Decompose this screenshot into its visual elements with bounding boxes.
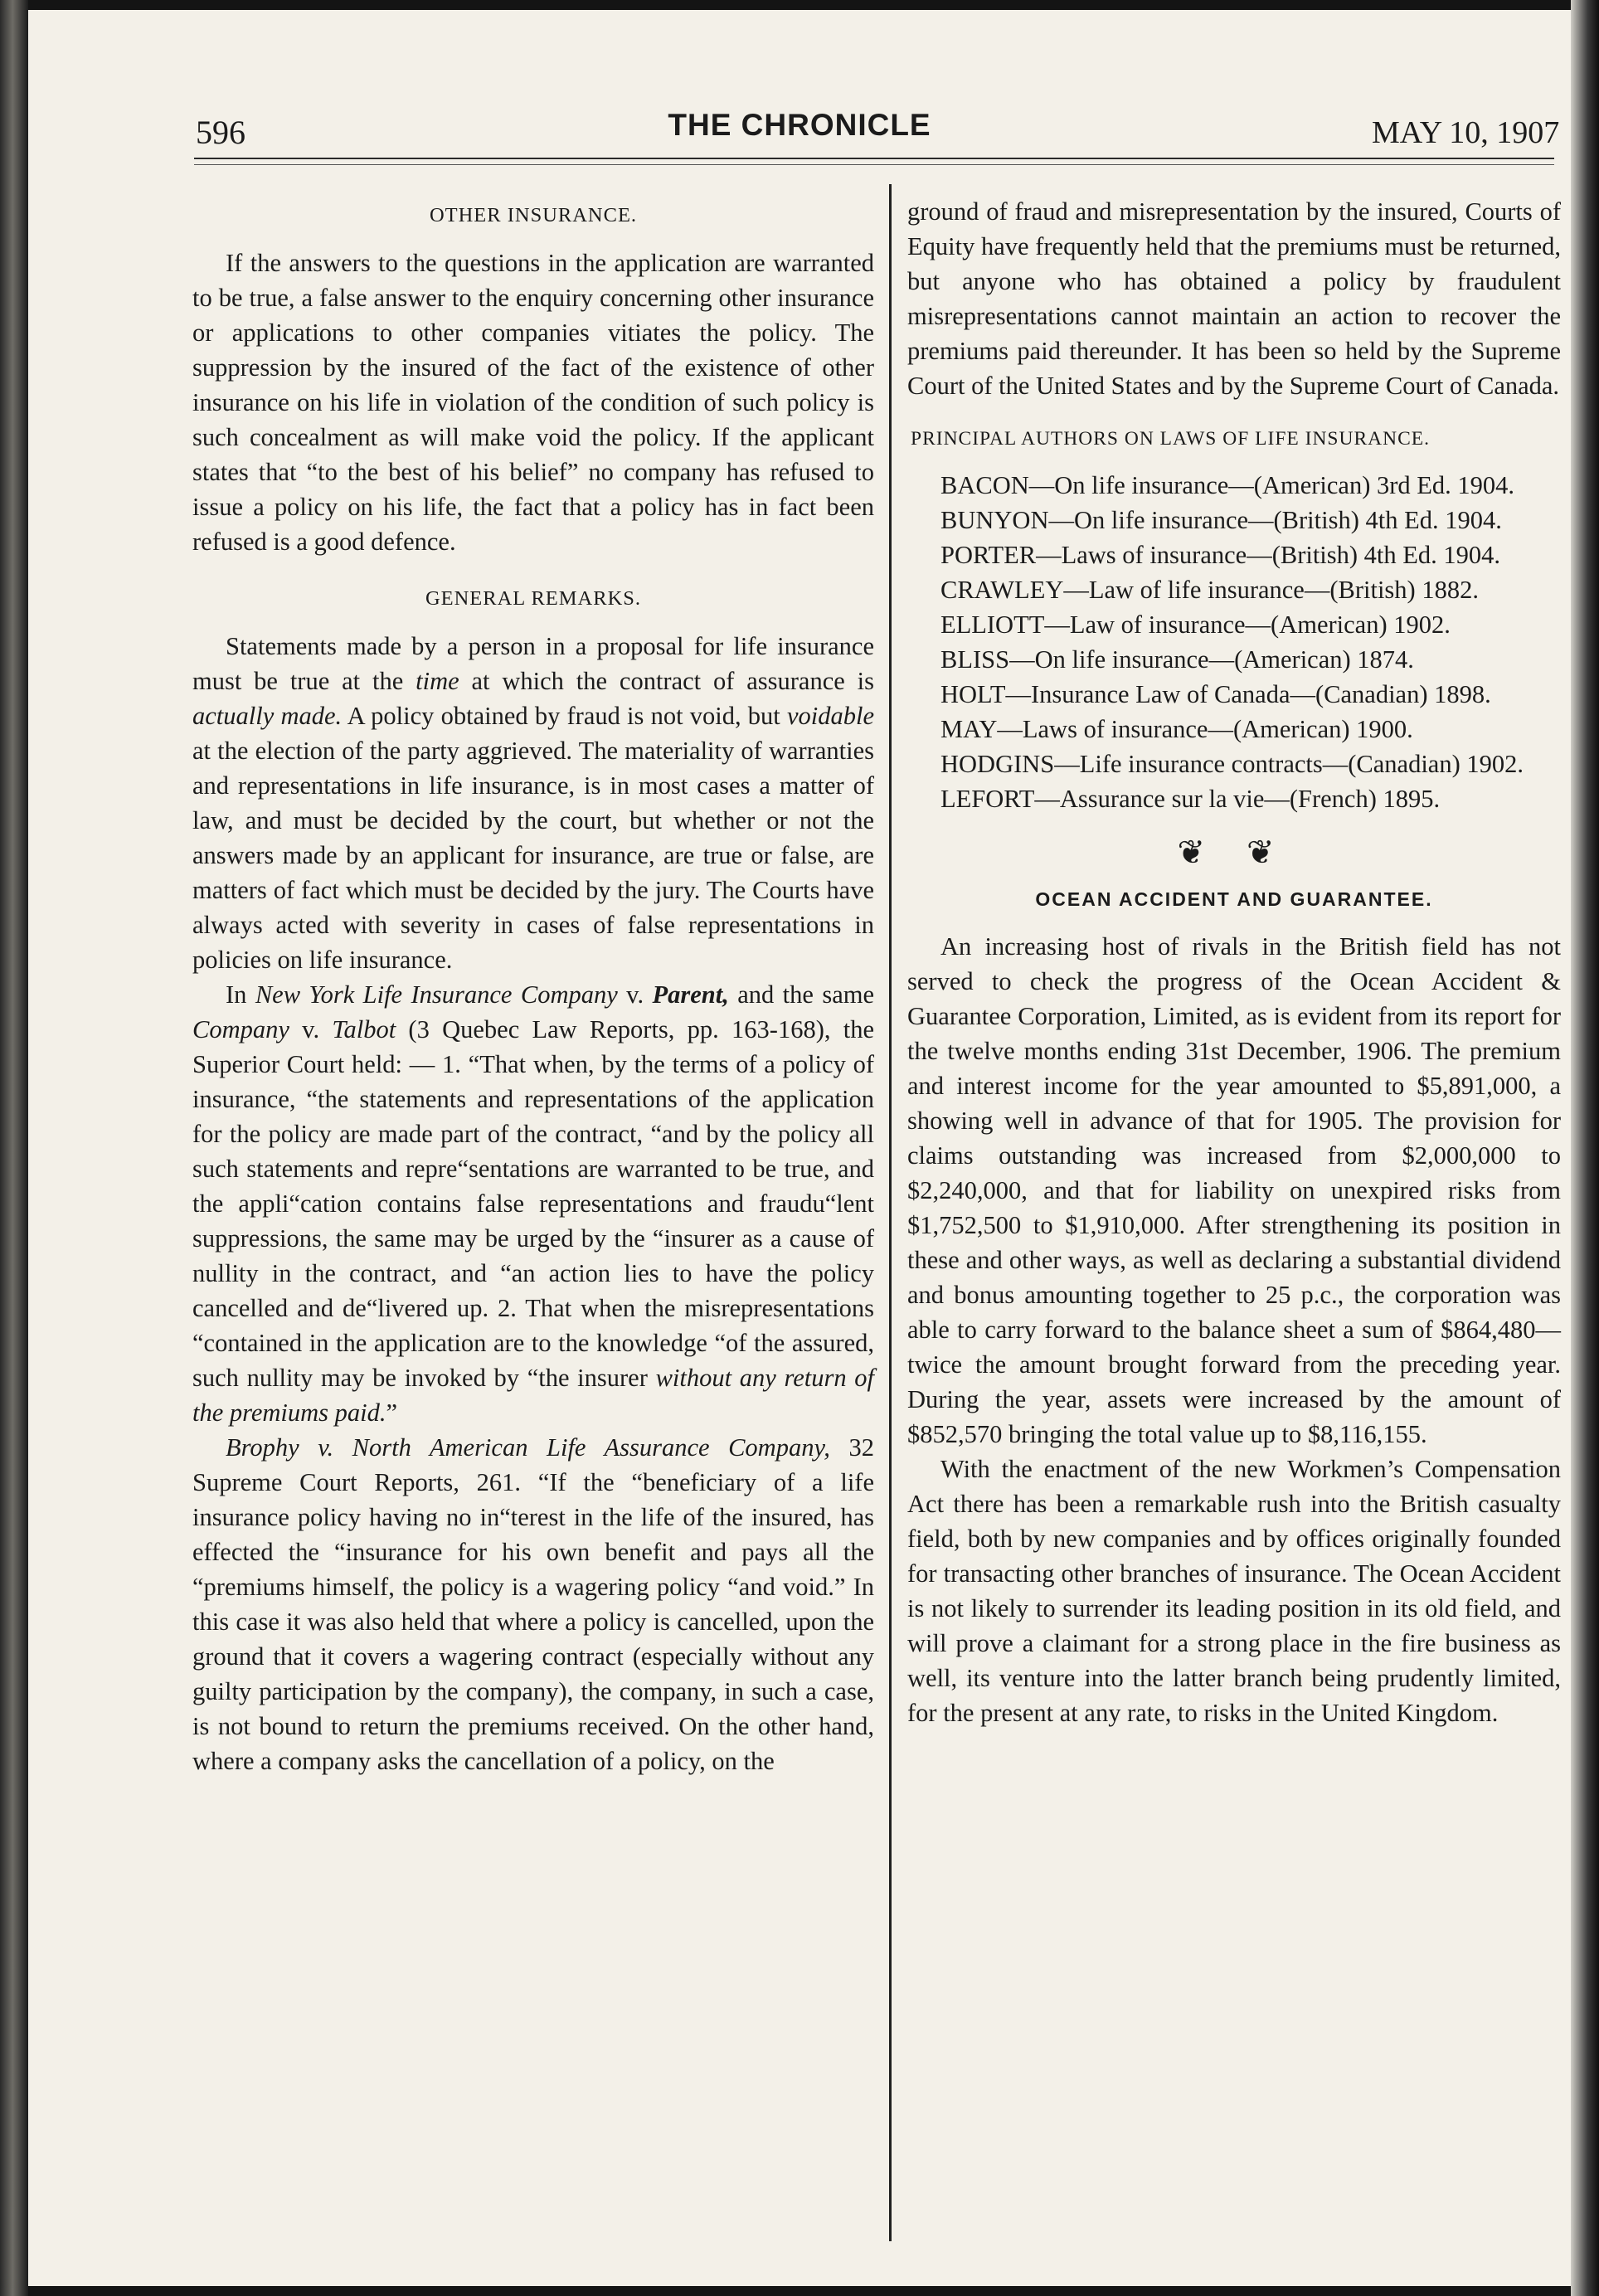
left-column [192,194,874,1778]
author-entry [940,572,1561,607]
author-entry [940,607,1561,642]
author-entry [940,712,1561,747]
fleuron-ornament: ❦ ❦ [1177,834,1291,871]
author-entry [940,642,1561,677]
newspaper-page [28,10,1571,2286]
scan-right-edge [1571,0,1599,2296]
header-rule-thin [194,164,1554,165]
author-work: —On life insurance—(American) 1874. [1009,645,1414,674]
author-work: —Laws of insurance—(American) 1900. [997,715,1413,743]
author-work: —Laws of insurance—(British) 4th Ed. 1904. [1036,541,1501,569]
masthead-title: THE CHRONICLE [668,108,931,142]
author-name: ELLIOTT [940,610,1045,639]
paragraph-general-remarks: Statements made by a person in a proposal for life insurance must be true at the time at which the contract of assurance is actually made. A policy obtained by fraud is not void, but voidable at the election of the party aggrieved. The materiality of warranties and representations in life insurance, is in most cases a matter of law, and must be decided by the court, but whether or not the answers made by an applicant for insurance, are true or false, are matters of fact which must be decided by the jury. The Courts have always acted with severity in cases of false representations in policies on life insurance. [192,632,875,974]
author-name: BLISS [940,645,1010,674]
heading-other-insurance: OTHER INSURANCE. [429,204,638,226]
author-entry [940,747,1561,781]
author-work: —Assurance sur la vie—(French) 1895. [1034,785,1441,813]
paragraph-continuation: ground of fraud and misrepresentation by the insured, Courts of Equity have frequently held that the premiums must be returned, but anyone who has obtained a policy by fraudulent misrepresentations cannot maintain an action to recover the premiums paid thereunder. It has been so held by the Supreme Court of the United States and by the Supreme Court of Canada. [907,197,1561,400]
header-rule [194,158,1554,159]
author-name: HOLT [940,680,1006,708]
page-number: 596 [196,114,245,151]
author-entry [940,781,1561,816]
author-entry [940,677,1561,712]
author-work: —Life insurance contracts—(Canadian) 1902. [1054,750,1524,778]
paragraph-other-insurance: If the answers to the questions in the application are warranted to be true, a false answer to the enquiry concerning other insurance or applications to other companies vitiates the policy. The suppression by the insured of the fact of the existence of other insurance on his life in violation of the condition of such policy is such concealment as will make void the policy. If the applicant states that “to the best of his belief” no company has refused to issue a policy on his life, the fact that a policy has in fact been refused is a good defence. [192,249,874,556]
author-work: —On life insurance—(British) 4th Ed. 1904. [1048,506,1502,534]
author-name: MAY [940,715,998,743]
author-name: PORTER [940,541,1037,569]
author-name: HODGINS [940,750,1055,778]
author-entry [940,468,1561,503]
heading-ocean-accident: OCEAN ACCIDENT AND GUARANTEE. [1035,888,1433,910]
column-divider [889,184,892,2241]
author-work: —Insurance Law of Canada—(Canadian) 1898. [1005,680,1491,708]
author-work: —Law of life insurance—(British) 1882. [1063,576,1479,604]
right-column [907,194,1561,1730]
issue-date: MAY 10, 1907 [1372,115,1560,150]
author-entry [940,538,1561,572]
heading-general-remarks: GENERAL REMARKS. [425,587,642,610]
paragraph-case-brophy: Brophy v. North American Life Assurance Company, 32 Supreme Court Reports, 261. “If the “beneficiary of a life insurance policy having no in“terest in the life of the insured, has effected the “insurance for his own benefit and pays all the “premiums himself, the policy is a wagering policy “and void.” In this case it was also held that where a policy is cancelled, upon the ground that it covers a wagering contract (especially without any guilty participation by the company), the company, in such a case, is not bound to return the premiums received. On the other hand, where a company asks the cancellation of a policy, on the [192,1433,874,1775]
author-work: —On life insurance—(American) 3rd Ed. 1904. [1028,471,1515,499]
author-name: BUNYON [940,506,1049,534]
paragraph-case-parent: In New York Life Insurance Company v. Parent, and the same Company v. Talbot (3 Quebec Law Reports, pp. 163-168), the Superior Court held: — 1. “That when, by the terms of a policy of insurance, “the statements and representations of the application for the policy are made part of the contract, “and by the policy all such statements and repre“sentations are warranted to be true, and the appli“cation contains false representations and fraudu“lent suppressions, the same may be urged by the “insurer as a cause of nullity in the contract, and “an action lies to have the policy cancelled and de“livered up. 2. That when the misrepresentations “contained in the application are to the knowledge “of the assured, such nullity may be invoked by “the insurer without any return of the premiums paid.” [192,980,875,1427]
author-name: BACON [940,471,1029,499]
author-list [907,468,1561,816]
author-work: —Law of insurance—(American) 1902. [1044,610,1451,639]
paragraph-ocean-report: An increasing host of rivals in the British field has not served to check the progress of the Ocean Accident & Guarantee Corporation, Limited, as is evident from its report for the twelve months ending 31st December, 1906. The premium and interest income for the year amounted to $5,891,000, a showing well in advance of that for 1905. The provision for claims outstanding was increased from $2,000,000 to $2,240,000, and that for liability on unexpired risks from $1,752,500 to $1,910,000. After strengthening its position in these and other ways, as well as declaring a substantial dividend and bonus amounting together to 25 p.c., the corporation was able to carry forward to the balance sheet a sum of $864,480—twice the amount brought forward from the preceding year. During the year, assets were increased by the amount of $852,570 bringing the total value up to $8,116,155. [907,932,1561,1448]
heading-principal-authors: PRINCIPAL AUTHORS ON LAWS OF LIFE INSURANCE. [911,428,1430,450]
scan-left-edge [0,0,28,2296]
paragraph-ocean-workmen: With the enactment of the new Workmen’s Compensation Act there has been a remarkable rush into the British casualty field, both by new companies and by offices originally founded for transacting other branches of insurance. The Ocean Accident is not likely to surrender its leading position in its old field, and will prove a claimant for a strong place in the fire business as well, its venture into the latter branch being prudently limited, for the present at any rate, to risks in the United Kingdom. [907,1455,1561,1727]
author-entry [940,503,1561,538]
author-name: CRAWLEY [940,576,1064,604]
author-name: LEFORT [940,785,1035,813]
